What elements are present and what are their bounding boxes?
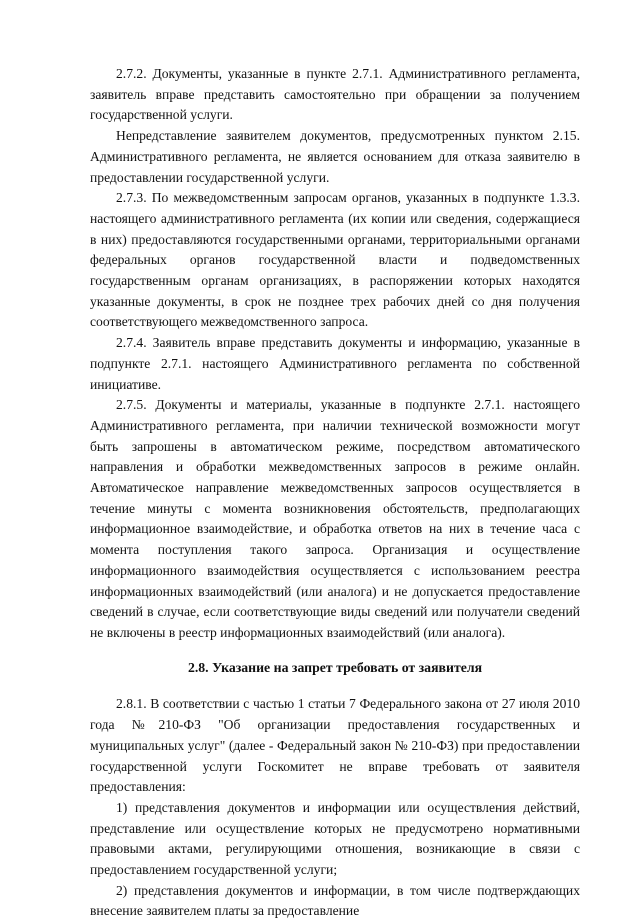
paragraph-non-submission: Непредставление заявителем документов, предусмотренных пунктом 2.15. Административного регламента, не является основанием для отказа заявителю в предоставлении государственной услуги.	[90, 128, 580, 185]
paragraph-2-7-2: 2.7.2. Документы, указанные в пункте 2.7.1. Административного регламента, заявитель вправе представить самостоятельно при обращении за получением государственной услуги.	[90, 66, 580, 123]
paragraph-2-7-3: 2.7.3. По межведомственным запросам органов, указанных в подпункте 1.3.3. настоящего административного регламента (их копии или сведения, содержащиеся в них) предоставляются государственными органами, территориальными органами федеральных органов государственной власти и подведомственных государственным органам организациях, в распоряжении которых находятся указанные документы, в срок не позднее трех рабочих дней со дня получения соответствующего межведомственного запроса.	[90, 190, 580, 330]
list-item-2: 2) представления документов и информации, в том числе подтверждающих внесение заявителем платы за предоставление	[90, 882, 580, 919]
document-page	[90, 64, 580, 922]
paragraph-2-8-1: 2.8.1. В соответствии с частью 1 статьи 7 Федерального закона от 27 июля 2010 года №210-ФЗ "Об организации предоставления государственных и муниципальных услуг" (далее - Федеральный закон № 210-ФЗ) при предоставлении государственной услуги Госкомитет не вправе требовать от заявителя предоставления:	[90, 696, 580, 795]
section-heading-2-8: 2.8. Указание на запрет требовать от заявителя	[187, 659, 483, 675]
paragraph-2-7-4: 2.7.4. Заявитель вправе представить документы и информацию, указанные в подпункте 2.7.1. настоящего Административного регламента по собственной инициативе.	[90, 335, 580, 392]
list-item-1: 1) представления документов и информации или осуществления действий, представление или осуществление которых не предусмотрено нормативными правовыми актами, регулирующими отношения, возникающие в связи с предоставлением государственной услуги;	[90, 799, 580, 878]
paragraph-2-7-5: 2.7.5. Документы и материалы, указанные в подпункте 2.7.1. настоящего Административного регламента, при наличии технической возможности могут быть запрошены в автоматическом режиме, посредством автоматического направления и обработки межведомственных запросов в режиме онлайн. Автоматическое направление межведомственных запросов осуществляется в течение минуты с момента возникновения обстоятельств, предполагающих информационное взаимодействие, и обработка ответов на них в течение часа с момента поступления такого запроса. Организация и осуществление информационного взаимодействия осуществляется с использованием реестра информационных взаимодействий (или аналога) и не допускается предоставление сведений в случае, если соответствующие виды сведений или получатели сведений не включены в реестр информационных взаимодействий (или аналога).	[90, 397, 580, 640]
